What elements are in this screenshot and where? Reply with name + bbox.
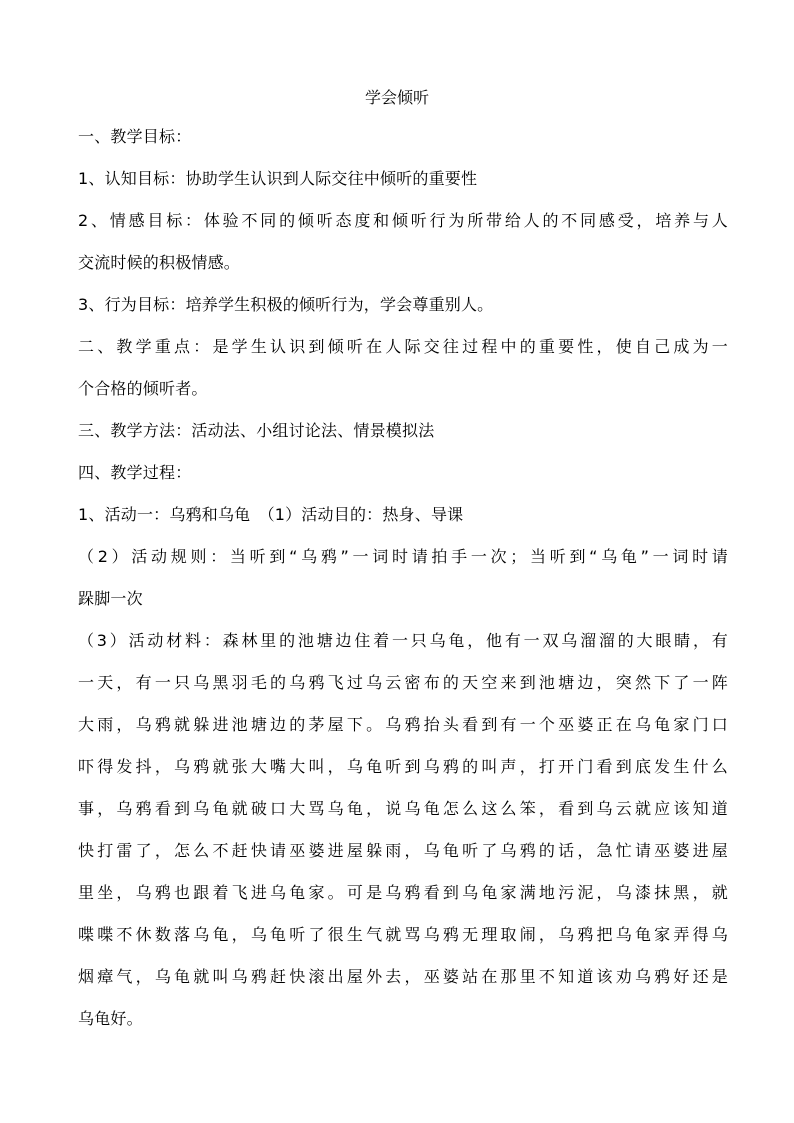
activity-material-line-1: （3）活动材料：森林里的池塘边住着一只乌龟，他有一双乌溜溜的大眼睛，有 [78,631,728,650]
activity-material-line-2: 一天，有一只乌黑羽毛的乌鸦飞过乌云密布的天空来到池塘边，突然下了一阵 [78,673,728,692]
section-heading-process: 四、教学过程： [78,463,192,482]
activity-rules-line-2: 跺脚一次 [78,589,143,608]
activity-material-line-3: 大雨，乌鸦就躲进池塘边的茅屋下。乌鸦抬头看到有一个巫婆正在乌龟家门口 [78,715,728,734]
activity-material-line-9: 烟瘴气，乌龟就叫乌鸦赶快滚出屋外去，巫婆站在那里不知道该劝乌鸦好还是 [78,967,728,986]
section-methods: 三、教学方法：活动法、小组讨论法、情景模拟法 [78,421,435,440]
activity-material-line-4: 吓得发抖，乌鸦就张大嘴大叫，乌龟听到乌鸦的叫声，打开门看到底发生什么 [78,757,728,776]
activity-rules-line-1: （2）活动规则：当听到“乌鸦”一词时请拍手一次；当听到“乌龟”一词时请 [78,547,728,566]
activity-material-line-10: 乌龟好。 [78,1009,143,1028]
activity-material-line-6: 快打雷了，怎么不赶快请巫婆进屋躲雨，乌龟听了乌鸦的话，急忙请巫婆进屋 [78,841,728,860]
document-title: 学会倾听 [364,88,429,107]
document-body [78,126,728,1050]
objective-emotional-line-1: 2、情感目标：体验不同的倾听态度和倾听行为所带给人的不同感受，培养与人 [78,211,728,230]
objective-emotional-line-2: 交流时候的积极情感。 [78,253,241,272]
objective-cognitive: 1、认知目标：协助学生认识到人际交往中倾听的重要性 [78,169,478,188]
section-focus-line-1: 二、教学重点：是学生认识到倾听在人际交往过程中的重要性，使自己成为一 [78,337,728,356]
activity-material-line-8: 喋喋不休数落乌龟，乌龟听了很生气就骂乌鸦无理取闹，乌鸦把乌龟家弄得乌 [78,925,728,944]
activity-material-line-5: 事，乌鸦看到乌龟就破口大骂乌龟，说乌龟怎么这么笨，看到乌云就应该知道 [78,799,728,818]
objective-behavioral: 3、行为目标：培养学生积极的倾听行为，学会尊重别人。 [78,295,494,314]
section-heading-objectives: 一、教学目标： [78,127,192,146]
activity-one-title: 1、活动一：乌鸦和乌龟 （1）活动目的：热身、导课 [78,505,464,524]
activity-material-line-7: 里坐，乌鸦也跟着飞进乌龟家。可是乌鸦看到乌龟家满地污泥，乌漆抹黑，就 [78,883,728,902]
section-focus-line-2: 个合格的倾听者。 [78,379,208,398]
